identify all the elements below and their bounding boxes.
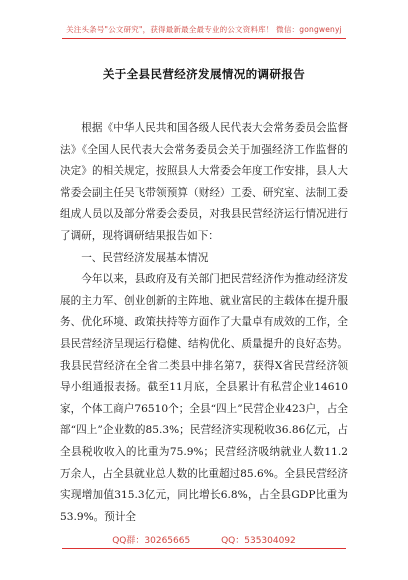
document-body — [60, 118, 348, 528]
body-paragraph: 今年以来，县政府及有关部门把民营经济作为推动经济发展的主力军、创业创新的主阵地、就业富民的主载体在提升服务、优化环境、政策扶持等方面作了大量卓有成效的工作，全县民营经济呈现运行稳健、结构优化、质量提升的良好态势。我县民营经济在全省二类县中排名第7，获得X省民营经济领导小组通报表扬。截至11月底，全县累计有私营企业14610家，个体工商户76510个；全县“四上”民营企业423户，占全部“四上”企业数的85.3%；民营经济实现税收36.86亿元，占全县税收收入的比重为75.9%；民营经济吸纳就业人数11.2万余人，占全县就业总人数的比重超过85.6%。全县民营经济实现增加值315.3亿元，同比增长6.8%，占全县GDP比重为53.9%。预计全 — [60, 273, 348, 523]
footer-qq-group: QQ群：30265665 — [112, 536, 191, 546]
document-title: 关于全县民营经济发展情况的调研报告 — [102, 67, 306, 81]
intro-paragraph: 根据《中华人民共和国各级人民代表大会常务委员会监督法》《全国人民代表大会常务委员会关于加强经济工作监督的决定》的相关规定，按照县人大常委会年度工作安排，县人大常委会副主任吴飞带领预算（财经）工委、研究室、法制工委组成人员以及部分常委会委员，对我县民营经济运行情况进行了调研，现将调研结果报告如下： — [60, 122, 348, 242]
footer-contact — [0, 533, 408, 546]
footer-qq: QQ：535304092 — [221, 536, 296, 546]
header-divider — [62, 38, 346, 39]
footer-divider — [62, 548, 346, 549]
header-promo-note: 关注头条号"公文研究"，获得最新最全最专业的公文资料库！ 微信：gongwenyj — [66, 25, 342, 34]
section-heading: 一、民营经济发展基本情况 — [81, 251, 209, 264]
